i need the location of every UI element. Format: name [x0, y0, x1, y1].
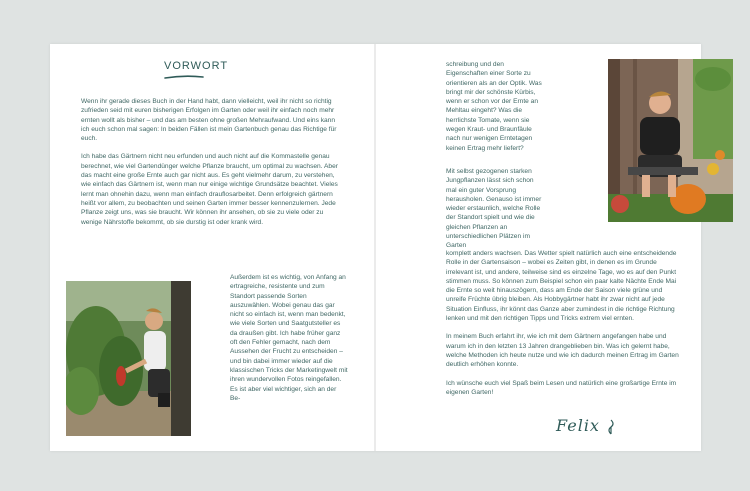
paragraph: Wenn ihr gerade dieses Buch in der Hand habt, dann vielleicht, weil ihr nicht so richtig zufrieden seid mit euren bisherigen Erfolgen im Garten oder weil ihr einfach noch mehr ernten wollt als bisher – und das am besten ohne großen Mehraufwand. Und eins kann ich euch schon mal sagen: In beiden Fällen ist mein Gartenbuch genau das Richtige für euch. [81, 98, 337, 143]
paragraph: Mit selbst gezogenen starken Jungpflanzen lässt sich schon mal ein guter Vorsprung herausholen. Genauso ist immer wieder erstaunlich, welche Rolle der Standort spielt und wie die gleichen Pflanzen an unterschiedlichen Plätzen im Garten [446, 168, 542, 250]
right-text-top [446, 60, 542, 162]
intro-text [81, 97, 341, 236]
gardening-photo-art [66, 281, 191, 436]
portrait-photo-art [608, 59, 733, 222]
paragraph: schreibung und den Eigenschaften einer Sorte zu orientieren als an der Optik. Was bringt mir der schönste Kürbis, wenn er schon vor der Ernte an Mehltau eingeht? Was die herrlichste Tomate, wenn sie wegen Kraut- und Braunfäule nach nur wenigen Erntetagen keinen Ertrag mehr liefert? [446, 61, 542, 152]
book-spread [50, 44, 701, 451]
left-column-text [230, 273, 348, 412]
paragraph: Außerdem ist es wichtig, von Anfang an ertragreiche, resistente und zum Standort passende Sorten auszuwählen. Wobei genau das gar nicht so einfach ist, wenn man bedenkt, wie viele Sorten und Saatgutsteller es da draußen gibt. Ich habe früher ganz oft den Fehler gemacht, nach dem Aussehen der Frucht zu entscheiden – und bin dabei immer wieder auf die klassischen Tricks der Marketingwelt mit ihren wundervollen Fotos reingefallen. Es ist aber viel wichtiger, sich an der Be- [230, 274, 348, 402]
paragraph: Ich habe das Gärtnern nicht neu erfunden und auch nicht auf die Kommastelle genau berechnet, wie viel Gartendünger welche Pflanze braucht, um optimal zu wachsen. Aber das macht eine große Ernte auch gar nicht aus. Es geht vielmehr darum, zu verstehen, wie einfach das Gärtnern ist, wenn man nur einige wichtige Grundsätze beachtet. Vieles lernt man ohnehin dazu, wenn man einfach drauflosarbeitet. Denn erfolgreich gärtnern heißt vor allem, zu beobachten und seinen Garten immer besser kennenzulernen. Jede Pflanze zeigt uns, was sie braucht. Wir können ihr ansehen, ob sie zu viele oder zu wenige Nährstoffe bekommt, ob sie durstig ist oder krank wird. [81, 153, 338, 226]
page-title: VORWORT [164, 60, 229, 72]
left-page [50, 44, 375, 451]
gardening-photo [66, 281, 191, 436]
right-text-middle [446, 167, 542, 260]
signature-flourish-icon [606, 419, 616, 435]
signature-text: Felix [556, 416, 600, 435]
author-signature [556, 416, 616, 435]
right-page [376, 44, 701, 451]
title-underline [164, 74, 204, 80]
portrait-photo [608, 59, 733, 222]
paragraph: komplett anders wachsen. Das Wetter spielt natürlich auch eine entscheidende Rolle in der Gartensaison – wobei es Zeiten gibt, in denen es im Grunde irrelevant ist, und andere, teilweise sind es einzelne Tage, wo es auf den Punkt stimmen muss. So können zum Beispiel schon ein paar kalte Nächte Ende Mai die Ernte so weit hinauszögern, dass am Ende der Saison viele grüne und unreife Früchte übrig bleiben. Als Hobbygärtner habt ihr zwar nicht auf jede Situation Einfluss, ihr könnt das Ganze aber zumindest in die richtige Richtung lenken und mit den richtigen Tipps und Tricks extrem viel ernten. [446, 250, 677, 323]
right-text-bottom [446, 249, 684, 406]
paragraph: In meinem Buch erfahrt ihr, wie ich mit dem Gärtnern angefangen habe und warum ich in den letzten 13 Jahren drangeblieben bin. Was ich gelernt habe, welche Methoden ich heute nutze und wie ich dadurch meinen Ertrag im Garten deutlich erhöhen konnte. [446, 333, 679, 369]
paragraph: Ich wünsche euch viel Spaß beim Lesen und natürlich eine großartige Ernte im eigenen Garten! [446, 379, 677, 396]
